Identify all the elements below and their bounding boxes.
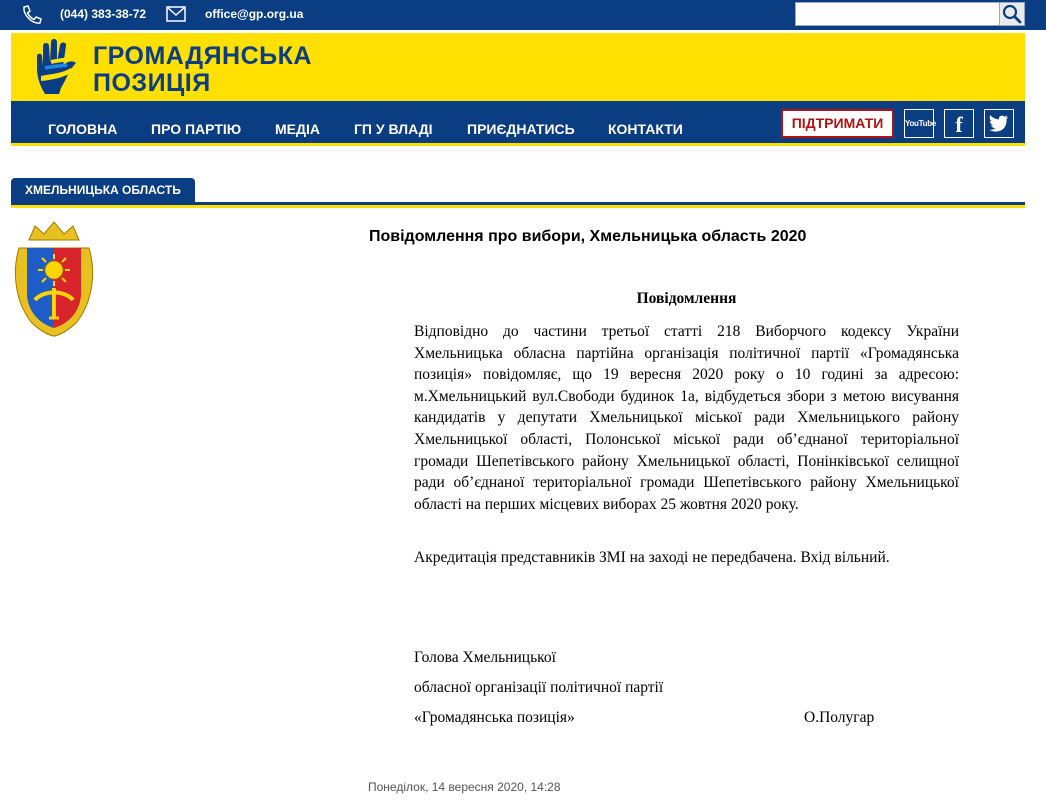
logo-hand-icon[interactable]: [31, 36, 93, 98]
signature-name: О.Полугар: [804, 709, 875, 726]
youtube-icon[interactable]: YouTube: [904, 109, 934, 138]
mail-icon: [166, 6, 186, 22]
twitter-bird-icon: [989, 115, 1009, 132]
support-button[interactable]: ПІДТРИМАТИ: [781, 109, 894, 138]
nav-item-in-power[interactable]: ГП У ВЛАДІ: [354, 121, 433, 137]
site-header: [11, 33, 1025, 101]
search-button[interactable]: [999, 3, 1024, 25]
logo-text[interactable]: [93, 43, 312, 97]
notice-accreditation: Акредитація представників ЗМІ на заході не передбачена. Вхід вільний.: [414, 549, 890, 566]
article-title: Повідомлення про вибори, Хмельницька область 2020: [369, 228, 807, 245]
top-bar: [0, 0, 1046, 30]
search-input[interactable]: [796, 3, 999, 25]
signature-line-3: «Громадянська позиція»: [414, 709, 575, 726]
nav-item-media[interactable]: МЕДІА: [275, 121, 320, 137]
category-divider-accent: [11, 205, 1025, 208]
nav-item-about[interactable]: ПРО ПАРТІЮ: [151, 121, 242, 137]
facebook-icon[interactable]: f: [944, 109, 974, 138]
signature-line-2: обласної організації політичної партії: [414, 679, 664, 696]
main-nav: [11, 101, 1025, 146]
phone-number[interactable]: (044) 383-38-72: [60, 7, 147, 21]
publish-date: Понеділок, 14 вересня 2020, 14:28: [368, 780, 561, 794]
logo-line1: ГРОМАДЯНСЬКА: [93, 42, 312, 70]
category-tab[interactable]: ХМЕЛЬНИЦЬКА ОБЛАСТЬ: [11, 178, 195, 202]
nav-item-join[interactable]: ПРИЄДНАТИСЬ: [467, 121, 575, 137]
phone-icon: [20, 5, 42, 25]
notice-heading: Повідомлення: [636, 290, 737, 307]
notice-body: Відповідно до частини третьої статті 218 Виборчого кодексу України Хмельницька обласна партійна організація політичної партії «Громадянська позиція» повідомляє, що 19 вересня 2020 року о 10 годині за адресою: м.Хмельницький вул.Свободи будинок 1а, відбудеться збори з метою висування кандидатів у депутати Хмельницької міської ради Хмельницького району Хмельницької області, Полонської міської ради об’єднаної територіальної громади Шепетівського району Хмельницької області, Понінківської селищної ради об’єднаної територіальної громади Шепетівського району Хмельницької області на перших місцевих виборах 25 жовтня 2020 року.: [414, 323, 959, 513]
search-icon: [1000, 3, 1023, 25]
twitter-icon[interactable]: [984, 109, 1014, 138]
coat-of-arms-icon: [11, 218, 97, 338]
nav-item-contacts[interactable]: КОНТАКТИ: [608, 121, 683, 137]
signature-line-1: Голова Хмельницької: [414, 649, 556, 666]
logo-line2: ПОЗИЦІЯ: [93, 69, 211, 97]
email-link[interactable]: office@gp.org.ua: [205, 7, 304, 21]
search-box: [795, 2, 1025, 26]
nav-item-home[interactable]: ГОЛОВНА: [48, 121, 118, 137]
